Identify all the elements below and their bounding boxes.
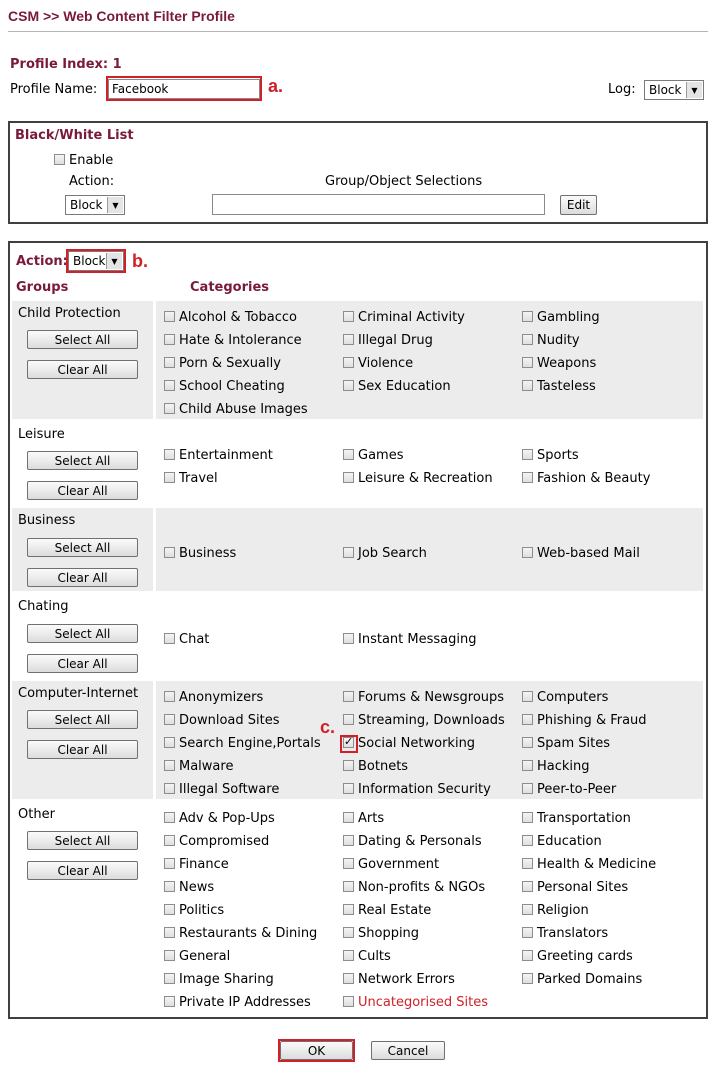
category-item[interactable]: [343, 356, 413, 371]
category-item[interactable]: [343, 972, 455, 987]
category-checkbox[interactable]: [164, 691, 175, 702]
category-checkbox[interactable]: [522, 760, 533, 771]
bwlist-action-value: Block: [70, 198, 103, 212]
category-item[interactable]: [522, 379, 596, 394]
category-checkbox[interactable]: [343, 691, 354, 702]
category-checkbox[interactable]: [164, 357, 175, 368]
cancel-button[interactable]: Cancel: [371, 1041, 445, 1060]
category-label: Finance: [179, 857, 229, 872]
category-item[interactable]: [164, 713, 279, 728]
category-label: Child Abuse Images: [179, 402, 308, 417]
category-item[interactable]: [164, 690, 263, 705]
category-checkbox[interactable]: [522, 783, 533, 794]
category-cell: [156, 422, 703, 505]
category-label: Fashion & Beauty: [537, 471, 651, 486]
group-name: Business: [18, 513, 76, 528]
category-label: Hacking: [537, 759, 590, 774]
category-item[interactable]: [164, 632, 209, 647]
category-checkbox[interactable]: [522, 472, 533, 483]
category-label: Transportation: [537, 811, 631, 826]
select-all-button[interactable]: Select All: [27, 831, 138, 850]
annotation-label-c: c.: [320, 717, 336, 737]
category-item[interactable]: [522, 713, 647, 728]
category-item[interactable]: [343, 333, 433, 348]
category-checkbox[interactable]: [164, 881, 175, 892]
category-label: Parked Domains: [537, 972, 643, 987]
category-label: Religion: [537, 903, 589, 918]
category-label: Health & Medicine: [537, 857, 657, 872]
category-item[interactable]: [343, 811, 384, 826]
category-checkbox[interactable]: [522, 904, 533, 915]
category-checkbox[interactable]: [522, 812, 533, 823]
category-item[interactable]: [164, 880, 214, 895]
category-checkbox[interactable]: [522, 858, 533, 869]
category-checkbox[interactable]: [343, 472, 354, 483]
category-item[interactable]: [343, 857, 439, 872]
category-label: Instant Messaging: [358, 632, 477, 647]
category-checkbox[interactable]: [343, 547, 354, 558]
category-checkbox[interactable]: [343, 449, 354, 460]
annotation-label-b: b.: [132, 251, 148, 271]
chevron-down-icon: ▼: [686, 82, 702, 98]
category-checkbox[interactable]: [164, 547, 175, 558]
group-name: Leisure: [18, 427, 65, 442]
category-checkbox[interactable]: [164, 449, 175, 460]
profile-name-label: Profile Name:: [10, 82, 98, 97]
category-item[interactable]: [522, 356, 596, 371]
category-label: Chat: [179, 632, 210, 647]
category-item[interactable]: [343, 782, 491, 797]
category-checkbox[interactable]: [164, 858, 175, 869]
category-item[interactable]: [343, 926, 419, 941]
category-item[interactable]: [164, 972, 274, 987]
category-checkbox[interactable]: [343, 881, 354, 892]
category-checkbox[interactable]: [522, 881, 533, 892]
category-checkbox[interactable]: [522, 737, 533, 748]
annotation-box-b: [66, 249, 126, 273]
category-item[interactable]: [164, 782, 279, 797]
category-label: Forums & Newsgroups: [358, 690, 505, 705]
category-checkbox[interactable]: [164, 380, 175, 391]
category-item[interactable]: [522, 333, 580, 348]
category-checkbox[interactable]: [343, 996, 354, 1007]
category-label: General: [179, 949, 231, 964]
category-checkbox[interactable]: [164, 973, 175, 984]
category-label: Image Sharing: [179, 972, 274, 987]
category-item[interactable]: [522, 811, 631, 826]
category-checkbox[interactable]: [343, 334, 354, 345]
category-checkbox[interactable]: [522, 973, 533, 984]
select-all-button[interactable]: Select All: [27, 451, 138, 470]
category-label: Entertainment: [179, 448, 273, 463]
select-all-button[interactable]: Select All: [27, 624, 138, 643]
annotation-label-a: a.: [268, 76, 284, 96]
clear-all-button[interactable]: Clear All: [27, 360, 138, 379]
category-item[interactable]: [522, 857, 656, 872]
category-item[interactable]: [343, 903, 431, 918]
category-label: Non-profits & NGOs: [358, 880, 486, 895]
category-checkbox[interactable]: [522, 950, 533, 961]
category-label: Violence: [358, 356, 414, 371]
category-checkbox[interactable]: [343, 311, 354, 322]
category-label: Sports: [537, 448, 579, 463]
category-checkbox[interactable]: [343, 760, 354, 771]
category-item[interactable]: [164, 310, 297, 325]
category-label: Education: [537, 834, 602, 849]
category-label: Peer-to-Peer: [537, 782, 617, 797]
category-label: Translators: [537, 926, 609, 941]
log-select[interactable]: [644, 80, 704, 100]
category-item[interactable]: [343, 632, 476, 647]
category-label: Web-based Mail: [537, 546, 640, 561]
ok-button[interactable]: OK: [280, 1041, 353, 1060]
category-item[interactable]: [522, 834, 602, 849]
category-item[interactable]: [343, 880, 485, 895]
annotation-box-ok: [278, 1039, 355, 1062]
category-checkbox[interactable]: [522, 714, 533, 725]
category-item[interactable]: [343, 471, 493, 486]
category-checkbox[interactable]: [343, 812, 354, 823]
select-all-button[interactable]: Select All: [27, 710, 138, 729]
category-checkbox[interactable]: [522, 547, 533, 558]
category-checkbox[interactable]: [343, 357, 354, 368]
bwlist-title: Black/White List: [15, 128, 134, 143]
log-label: Log:: [608, 82, 636, 97]
group-name: Chating: [18, 599, 69, 614]
category-label: Illegal Software: [179, 782, 280, 797]
category-item[interactable]: [343, 759, 408, 774]
category-checkbox[interactable]: [343, 835, 354, 846]
bwlist-edit-button[interactable]: Edit: [560, 195, 597, 215]
category-label: Games: [358, 448, 404, 463]
category-label: Information Security: [358, 782, 491, 797]
group-name: Computer-Internet: [18, 686, 139, 701]
category-label: Job Search: [358, 546, 427, 561]
category-label: Computers: [537, 690, 609, 705]
category-checkbox[interactable]: [164, 760, 175, 771]
category-checkbox[interactable]: [164, 950, 175, 961]
category-item[interactable]: [522, 690, 608, 705]
category-checkbox[interactable]: [522, 835, 533, 846]
category-item[interactable]: [164, 736, 321, 751]
page-title: CSM >> Web Content Filter Profile: [8, 8, 235, 24]
annotation-box-c: [340, 735, 358, 753]
category-item[interactable]: [522, 972, 642, 987]
profile-index: Profile Index: 1: [10, 57, 122, 72]
category-item[interactable]: [164, 333, 302, 348]
category-checkbox[interactable]: [164, 311, 175, 322]
group-name: Child Protection: [18, 306, 121, 321]
log-select-value: Block: [649, 83, 682, 97]
category-label: Travel: [179, 471, 218, 486]
group-name: Other: [18, 807, 55, 822]
category-item[interactable]: [164, 759, 233, 774]
category-label: Dating & Personals: [358, 834, 482, 849]
category-item[interactable]: [164, 448, 273, 463]
category-item[interactable]: [343, 949, 391, 964]
select-all-button[interactable]: Select All: [27, 538, 138, 557]
category-label: Greeting cards: [537, 949, 633, 964]
category-label: Shopping: [358, 926, 420, 941]
bwlist-group-input[interactable]: [212, 194, 545, 215]
category-item[interactable]: [164, 811, 275, 826]
category-label: Search Engine,Portals: [179, 736, 321, 751]
clear-all-button[interactable]: Clear All: [27, 568, 138, 587]
bwlist-group-label: Group/Object Selections: [325, 174, 483, 189]
category-checkbox[interactable]: [343, 927, 354, 938]
category-item[interactable]: [522, 782, 616, 797]
category-label: Compromised: [179, 834, 270, 849]
category-label: Business: [179, 546, 237, 561]
select-all-button[interactable]: Select All: [27, 330, 138, 349]
category-label: Criminal Activity: [358, 310, 465, 325]
category-label: Streaming, Downloads: [358, 713, 505, 728]
category-checkbox[interactable]: [343, 783, 354, 794]
category-label: Anonymizers: [179, 690, 264, 705]
category-label: Gambling: [537, 310, 600, 325]
category-item[interactable]: [343, 310, 465, 325]
bwlist-action-label: Action:: [69, 174, 115, 189]
category-label: Politics: [179, 903, 225, 918]
category-item[interactable]: [164, 402, 308, 417]
category-item[interactable]: [343, 736, 475, 751]
category-label: Uncategorised Sites: [358, 995, 489, 1010]
category-label: Social Networking: [358, 736, 476, 751]
category-checkbox[interactable]: [343, 858, 354, 869]
profile-name-input[interactable]: Facebook: [108, 79, 260, 99]
category-item[interactable]: [343, 690, 504, 705]
bwlist-enable-label: Enable: [69, 153, 114, 168]
category-item[interactable]: [343, 834, 482, 849]
category-item[interactable]: [522, 448, 579, 463]
category-label: Botnets: [358, 759, 409, 774]
category-label: Weapons: [537, 356, 597, 371]
category-label: Phishing & Fraud: [537, 713, 647, 728]
category-checkbox[interactable]: [343, 950, 354, 961]
category-checkbox[interactable]: [164, 633, 175, 644]
category-checkbox[interactable]: [522, 927, 533, 938]
category-checkbox[interactable]: [164, 783, 175, 794]
category-checkbox[interactable]: [522, 449, 533, 460]
categories-action-label: Action:: [16, 254, 68, 269]
category-label: Network Errors: [358, 972, 455, 987]
groups-header: Groups: [16, 280, 69, 295]
category-label: Government: [358, 857, 440, 872]
category-label: Sex Education: [358, 379, 451, 394]
clear-all-button[interactable]: Clear All: [27, 861, 138, 880]
category-checkbox[interactable]: [164, 334, 175, 345]
category-checkbox[interactable]: [522, 357, 533, 368]
category-label: Cults: [358, 949, 391, 964]
category-item[interactable]: [164, 995, 311, 1010]
category-item[interactable]: [164, 356, 281, 371]
category-item[interactable]: [522, 926, 608, 941]
category-item[interactable]: [522, 949, 633, 964]
category-checkbox[interactable]: [522, 311, 533, 322]
category-label: Real Estate: [358, 903, 432, 918]
category-item[interactable]: [522, 880, 628, 895]
categories-action-value: Block: [73, 254, 106, 268]
category-label: Alcohol & Tobacco: [179, 310, 297, 325]
category-checkbox[interactable]: [164, 927, 175, 938]
bwlist-enable-checkbox[interactable]: [54, 154, 65, 165]
category-checkbox[interactable]: [164, 737, 175, 748]
category-item[interactable]: [522, 546, 640, 561]
category-checkbox[interactable]: [343, 973, 354, 984]
chevron-down-icon: ▼: [106, 253, 122, 269]
category-label: Private IP Addresses: [179, 995, 311, 1010]
category-item[interactable]: [522, 759, 590, 774]
category-checkbox[interactable]: [164, 472, 175, 483]
category-checkbox[interactable]: [522, 691, 533, 702]
category-item[interactable]: [522, 310, 600, 325]
annotation-box-a: [106, 76, 262, 101]
category-item[interactable]: [164, 949, 230, 964]
category-checkbox[interactable]: [164, 812, 175, 823]
category-label: Download Sites: [179, 713, 280, 728]
category-checkbox[interactable]: [522, 380, 533, 391]
category-checkbox[interactable]: [343, 380, 354, 391]
category-label: Adv & Pop-Ups: [179, 811, 275, 826]
category-checkbox[interactable]: [343, 633, 354, 644]
category-label: Personal Sites: [537, 880, 629, 895]
category-label: News: [179, 880, 215, 895]
chevron-down-icon: ▼: [107, 197, 123, 213]
category-checkbox[interactable]: [343, 714, 354, 725]
bwlist-enable[interactable]: [54, 153, 113, 168]
category-label: Porn & Sexually: [179, 356, 281, 371]
category-label: Nudity: [537, 333, 580, 348]
title-divider: [8, 31, 708, 32]
category-label: Hate & Intolerance: [179, 333, 302, 348]
category-item[interactable]: [343, 448, 403, 463]
bwlist-action-select[interactable]: [65, 195, 125, 215]
category-item[interactable]: [522, 471, 650, 486]
category-item[interactable]: [343, 995, 488, 1010]
category-item[interactable]: [343, 379, 451, 394]
category-checkbox[interactable]: [522, 334, 533, 345]
category-label: Arts: [358, 811, 385, 826]
category-item[interactable]: [522, 903, 589, 918]
category-label: Spam Sites: [537, 736, 610, 751]
category-item[interactable]: [164, 834, 269, 849]
category-checkbox[interactable]: [343, 904, 354, 915]
categories-header: Categories: [190, 280, 270, 295]
category-label: Tasteless: [537, 379, 596, 394]
category-checkbox[interactable]: [164, 904, 175, 915]
category-checkbox[interactable]: [164, 996, 175, 1007]
category-item[interactable]: [164, 379, 285, 394]
category-label: Malware: [179, 759, 234, 774]
category-item[interactable]: [343, 713, 505, 728]
clear-all-button[interactable]: Clear All: [27, 654, 138, 673]
category-checkbox[interactable]: [164, 835, 175, 846]
category-item[interactable]: [164, 903, 224, 918]
category-item[interactable]: [522, 736, 610, 751]
category-label: Illegal Drug: [358, 333, 433, 348]
category-checkbox[interactable]: [164, 714, 175, 725]
category-item[interactable]: [164, 471, 218, 486]
clear-all-button[interactable]: Clear All: [27, 740, 138, 759]
clear-all-button[interactable]: Clear All: [27, 481, 138, 500]
category-item[interactable]: [164, 857, 229, 872]
category-item[interactable]: [164, 546, 236, 561]
category-label: Restaurants & Dining: [179, 926, 318, 941]
category-checkbox[interactable]: [164, 403, 175, 414]
category-label: Leisure & Recreation: [358, 471, 493, 486]
category-label: School Cheating: [179, 379, 285, 394]
category-item[interactable]: [164, 926, 317, 941]
category-item[interactable]: [343, 546, 427, 561]
